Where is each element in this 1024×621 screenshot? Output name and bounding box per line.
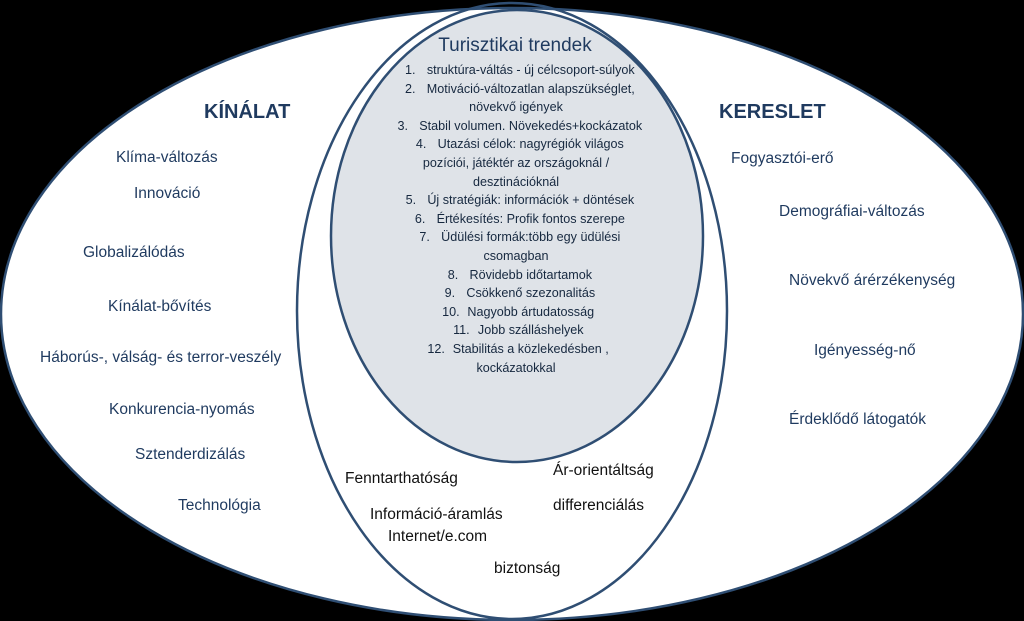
supply-item: Háborús-, válság- és terror-veszély [40,349,282,366]
overlap-safety: biztonság [494,560,561,577]
trend-item: 10. Nagyobb ártudatosság [442,304,595,319]
supply-item: Innováció [134,185,201,202]
overlap-internet: Internet/e.com [388,528,488,545]
trend-item: 4. Utazási célok: nagyrégiók világos pozíciói, játéktér az országoknál / desztinációknál [415,137,624,189]
trend-item: 12. Stabilitás a közlekedésben , kockázatokkal [427,341,609,375]
demand-item: Növekvő árérzékenység [789,272,956,289]
trend-item: 1. struktúra-váltás - új célcsoport-súlyok [405,63,635,77]
demand-item: Érdeklődő látogatók [789,411,927,428]
demand-item: Igényesség-nő [814,342,916,359]
trends-title: Turisztikai trendek [438,35,592,56]
supply-item: Konkurencia-nyomás [109,401,255,418]
trend-item: 6. Értékesítés: Profik fontos szerepe [414,211,625,226]
supply-item: Sztenderdizálás [135,446,246,463]
overlap-sustainability: Fenntarthatóság [345,470,458,487]
supply-item: Technológia [178,497,261,514]
trends-list [385,61,647,377]
trend-item: 2. Motiváció-változatlan alapszükséglet, növekvő igények [405,81,635,115]
supply-item: Klíma-változás [116,149,218,166]
demand-item: Demográfiai-változás [779,203,925,220]
supply-item: Globalizálódás [83,244,185,261]
trend-item: 7. Üdülési formák:több egy üdülési csomagban [419,230,621,263]
overlap-differentiation: differenciálás [553,497,645,514]
trend-item: 5. Új stratégiák: információk + döntések [405,193,635,208]
demand-heading: KERESLET [719,101,826,123]
supply-heading: KÍNÁLAT [204,101,291,123]
trend-item: 3. Stabil volumen. Növekedés+kockázatok [397,118,643,133]
trend-item: 9. Csökkenő szezonalitás [444,286,596,301]
overlap-information-flow: Információ-áramlás [370,506,503,523]
demand-item: Fogyasztói-erő [731,150,834,167]
overlap-price-orientation: Ár-orientáltság [553,462,654,479]
supply-item: Kínálat-bővítés [108,298,212,315]
trend-item: 11. Jobb szálláshelyek [453,323,584,338]
trend-item: 8. Rövidebb időtartamok [447,267,592,282]
